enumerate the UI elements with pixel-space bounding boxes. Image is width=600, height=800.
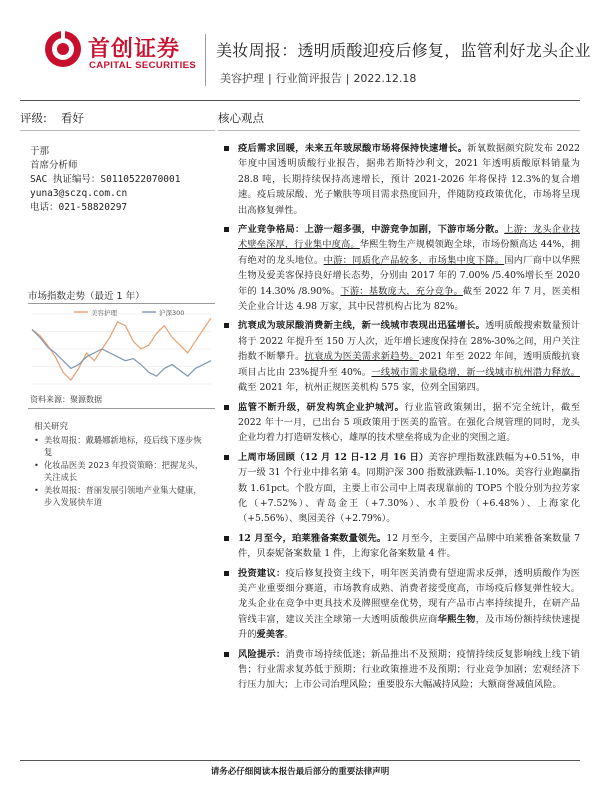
- key-point-filings: [218, 531, 580, 562]
- key-point-body: 消费市场持续低迷；新品推出不及预期；疫情持续反复影响线上线下销售；行业需求复苏低于预期；行业政策推进不及预期；行业竞争加剧；宏观经济下行压力加大；上市公司治理风险；重要股东大幅减持风险；大额商誉减值风险。: [238, 648, 581, 691]
- chart-source: 资料来源：聚源数据: [30, 395, 102, 404]
- key-point-cities: 一线城市需求量稳增，新一线城市杭州潜力释放。: [371, 366, 581, 378]
- key-point-body: 2021 年至 2022 年间，透明质酸抗衰项目占比由 23%提升至 40%。: [238, 351, 581, 378]
- report-header: [0, 0, 600, 118]
- brand-name-cn: 首创证券: [88, 37, 181, 62]
- key-point-body: ，及市场份额持续快速提升的: [238, 613, 581, 641]
- rating: [20, 110, 215, 128]
- chart-title: 市场指数走势（最近 1 年）: [28, 291, 145, 302]
- footer-disclaimer: 请务必仔细阅读本报告最后部分的重要法律声明: [210, 767, 390, 777]
- key-point-body: 截至 2021 年，杭州正规医美机构 575 家，位列全国第四。: [238, 382, 486, 394]
- key-point-anti-aging: [218, 318, 580, 395]
- key-point-downstream: 下游：基数庞大，充分竞争。: [340, 285, 463, 297]
- analyst-name: 于那: [30, 146, 50, 157]
- key-point-body: 12 月至今，主要国产品牌中珀莱雅备案数量 7 件，贝泰妮备案数量 1 件，上海家化备案数量 4 件。: [238, 532, 580, 560]
- report-type: 行业简评报告: [275, 72, 342, 85]
- sidebar: [20, 110, 215, 507]
- chart-legend: [74, 308, 184, 317]
- key-point-body: 国内厂商中以华熙生物及爱美客保持良好增长态势，分别由 2017 年的 7.00% /5.40%增长至 2020 年的 14.30% /8.90%。: [238, 254, 581, 297]
- analyst-title: 首席分析师: [30, 160, 78, 171]
- analyst-sac: SAC 执证编号：S0110522070001: [30, 174, 181, 185]
- analyst-phone: 电话：021-58820297: [30, 202, 128, 213]
- key-point-body: 新氧数据颜究院发布 2022 年度中国透明质酸行业报告，据弗若斯特沙利文，2021 年透明质酸原料销量为 28.8 吨，长期持续保持高速增长，预计 2021-2026 年将保持 12.3%的复合增速。疫后玻尿酸、光子嫩肤等项目需求热度回升，伴随防疫政策优化，市场将呈现出高修复弹性。: [238, 143, 580, 216]
- key-point-lead: 产业竞争格局：上游一超多强，中游竞争加剧，下游市场分散。: [238, 224, 505, 236]
- key-point-regulation: [218, 400, 580, 446]
- rating-value: 看好: [60, 111, 84, 125]
- key-point-body: 华熙生物生产规模领跑全球，市场份额高达 44%，拥有绝对的龙头地位。: [238, 239, 581, 266]
- key-point-lead: 监管不断升级，研发构筑企业护城河。: [238, 401, 405, 413]
- key-point-demand: [218, 141, 580, 218]
- section-rule: [218, 130, 580, 131]
- report-date: 2022.12.18: [353, 72, 417, 85]
- key-point-investment: [218, 566, 580, 643]
- report-meta: 美容护理 | 行业简评报告 | 2022.12.18: [216, 70, 420, 86]
- key-points: [218, 141, 580, 693]
- key-point-lead: 风险提示：: [238, 648, 286, 660]
- key-point-body: 行业监管政策频出，据不完全统计，截至 2022 年十一月，已出台 5 项政策用于医美的监管。在强化合规管理的同时，龙头企业均着力打造研发核心，雄厚的技术壁垒将成为企业的突围之道。: [238, 401, 580, 444]
- key-point-body: 截至 2022 年 7 月，医美相关企业合计达 4.98 万家，其中民营机构占比为 82%。: [238, 285, 580, 313]
- related-item[interactable]: • 美妆周报：普丽发展引领地产业集大健康，步入发展快车道: [34, 484, 204, 508]
- source-rule: [28, 408, 215, 409]
- analyst-info: [30, 145, 215, 215]
- related-item[interactable]: • 美妆周报：戴璐娜新地标，疫后线下逐步恢复: [34, 434, 204, 458]
- analyst-email[interactable]: yuna3@sczq.com.cn: [30, 188, 128, 199]
- rating-label: 评级:: [20, 111, 47, 125]
- brand-logo: [44, 30, 204, 80]
- report-category: 美容护理: [220, 72, 264, 85]
- related-item[interactable]: • 化妆品医美 2023 年投资策略：把握龙头，关注成长: [34, 459, 204, 483]
- key-point-trend: 抗衰成为医美需求新趋势。: [304, 351, 419, 363]
- key-point-competition: [218, 222, 580, 314]
- footer-rule: [20, 760, 580, 761]
- key-point-lead: 投资建议：: [238, 567, 286, 579]
- main-content: [218, 110, 580, 697]
- company-bloomage: 华熙生物: [437, 613, 476, 625]
- related-research-list: [34, 434, 204, 509]
- header-rule: [20, 100, 580, 101]
- brand-name-en: CAPITAL SECURITIES: [89, 60, 197, 71]
- chart-series-line-1: [32, 330, 211, 377]
- section-title: 核心观点: [218, 111, 264, 125]
- key-point-body: 美容护理指数涨跌幅为+0.51%，申万一级 31 个行业中排名第 4。同期沪深 300 指数涨跌幅-1.10%。美容行业跑赢指数 1.61pct。个股方面，主要上市公司中上周表现靠前的 TOP5 个股分别为拉芳家化（+7.52%）、青岛金王（+7.30%）、水羊股份（+6.48%）、上海家化（+5.56%）、奥园美谷（+2.79%）。: [238, 451, 580, 525]
- key-point-body: 透明质酸搜索数量预计将于 2022 年提升至 150 万人次，近年增长速度保持在 28%-30%之间，用户关注指数不断攀升。: [238, 320, 581, 363]
- report-title: 美妆周报：透明质酸迎疫后修复，监管利好龙头企业: [216, 41, 591, 60]
- key-point-risks: [218, 647, 580, 693]
- chart-title-rule: [28, 303, 215, 304]
- brand-mark-icon: [44, 30, 82, 68]
- related-research-title: 相关研究: [34, 422, 69, 432]
- key-point-upstream: 上游：龙头企业技术壁垒深厚，行业集中度高。: [238, 224, 581, 251]
- index-trend-chart: [28, 306, 215, 390]
- key-point-lead: 上周市场回顾（12 月 12 日-12 月 16 日）: [238, 451, 429, 463]
- key-point-body: 。: [284, 629, 294, 641]
- key-point-lead: 抗衰成为玻尿酸消费新主线，新一线城市表现出迅猛增长。: [238, 320, 486, 332]
- chart-legend-label-0: 美容护理: [91, 309, 117, 317]
- key-point-market-review: [218, 450, 580, 527]
- company-imeik: 爱美客: [256, 629, 285, 641]
- key-point-lead: 12 月至今，珀莱雅备案数量领先。: [238, 532, 387, 544]
- key-point-lead: 疫后需求回暖，未来五年玻尿酸市场将保持快速增长。: [238, 143, 468, 154]
- chart-legend-label-1: 沪深300: [159, 309, 185, 317]
- header-divider: [205, 34, 206, 86]
- key-point-midstream: 中游：同质化产品较多，市场集中度下降。: [323, 254, 505, 266]
- rating-rule: [20, 130, 215, 131]
- key-point-body: 疫后修复投资主线下，明年医美消费有望迎需求反弹，透明质酸作为医美产业重要细分赛道，市场教育成熟、消费者接受度高，市场疫后修复弹性较大。龙头企业在竞争中更具技术及牌照壁垒优势，现有产品市占率持续提升，在研产品管线丰富，建议关注全球第一大透明质酸供应商: [238, 567, 581, 625]
